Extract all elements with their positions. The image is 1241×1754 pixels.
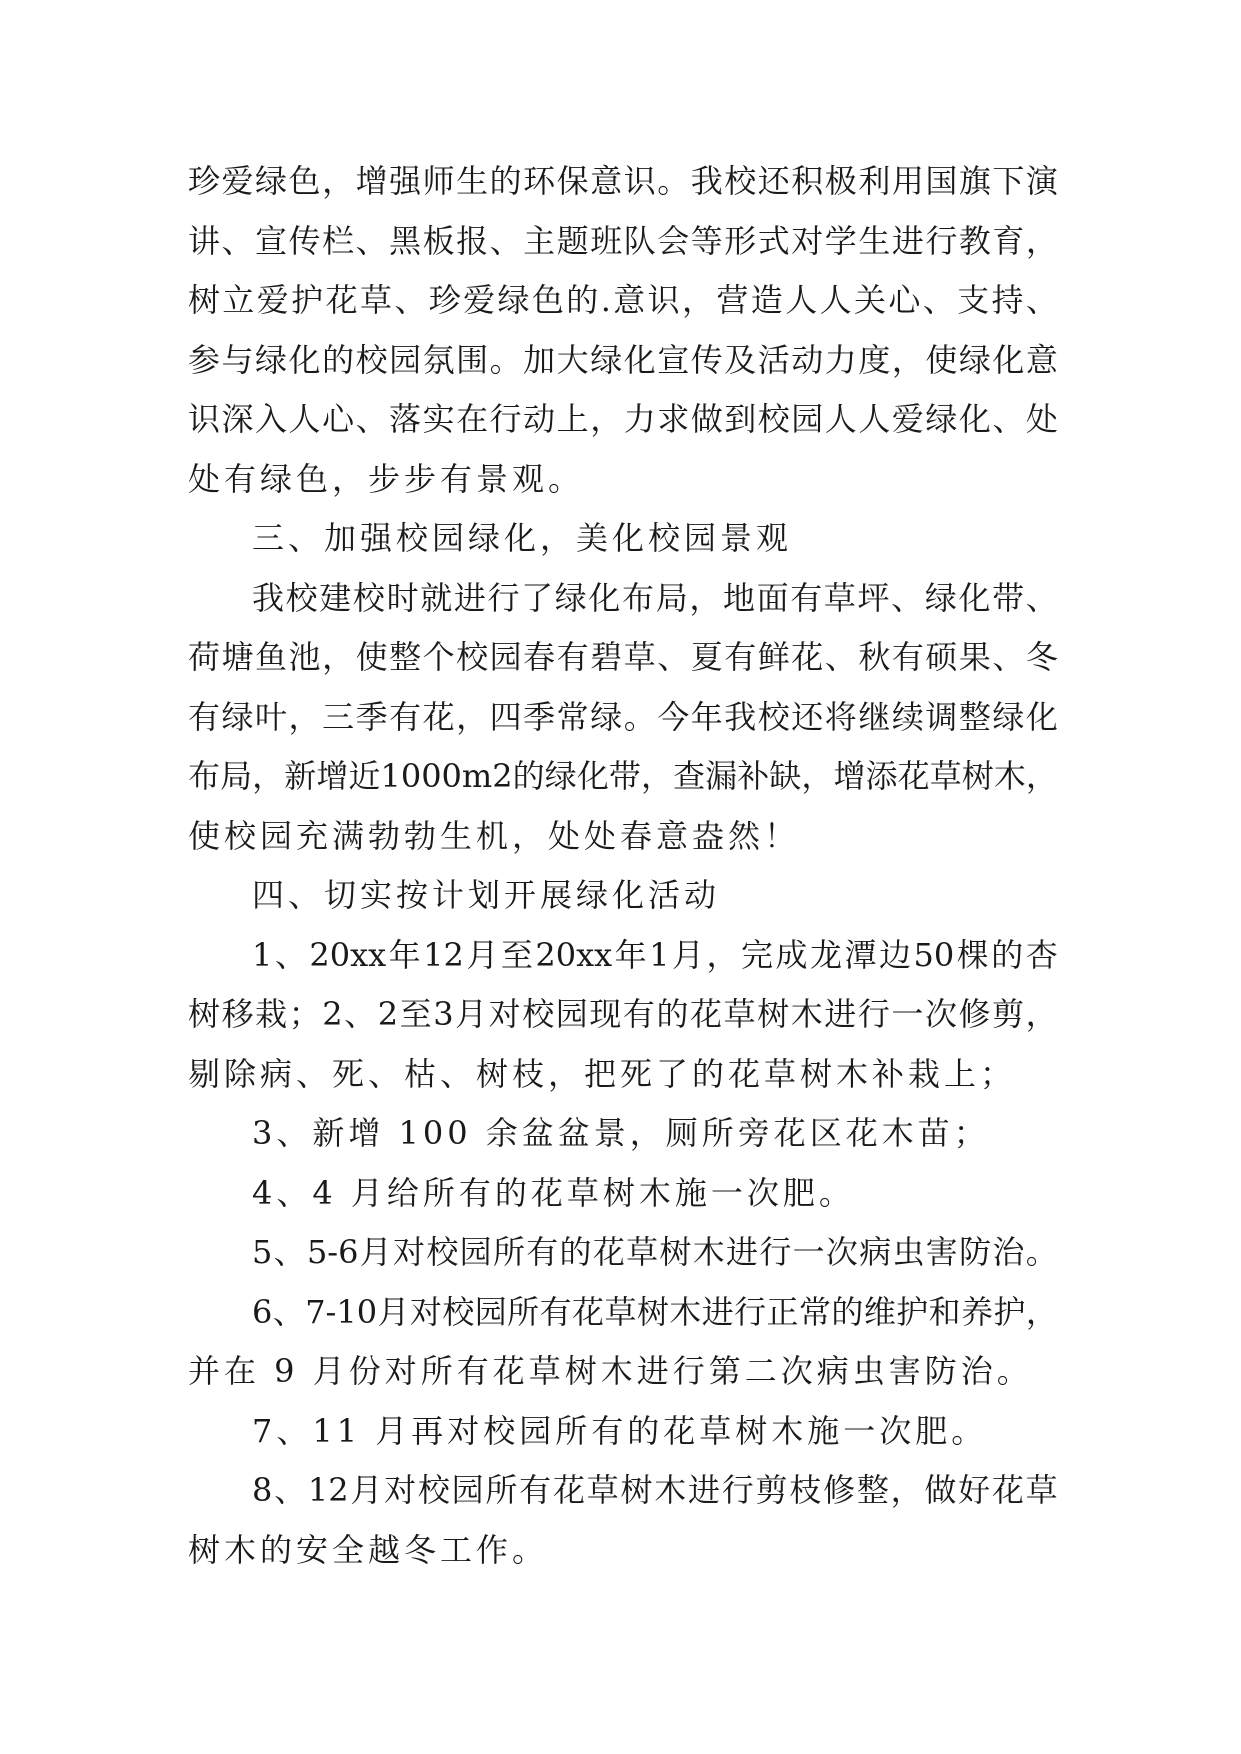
- text-line: 处有绿色，步步有景观。: [188, 459, 585, 498]
- text-line: 树 立 爱 护 花 草 、 珍 爱 绿 色 的 . 意 识 ， 营 造 人 人 关 心 、 支 持 、: [188, 281, 1058, 319]
- text-line: 1 、 20xx 年 12 月 至 20xx 年 1 月 ， 完 成 龙 潭 边 50 棵 的 杏: [252, 935, 1058, 974]
- text-line: 有 绿 叶 ， 三 季 有 花 ， 四 季 常 绿 。 今 年 我 校 还 将 继 续 调 整 绿 化: [188, 697, 1058, 736]
- text-line: 剔除病、死、枯、树枝，把死了的花草树木补栽上；: [188, 1054, 1017, 1093]
- document-body: [188, 152, 1058, 1580]
- text-line: 识 深 入 人 心 、 落 实 在 行 动 上 ， 力 求 做 到 校 园 人 人 爱 绿 化 、 处: [188, 400, 1058, 438]
- text-line: 荷 塘 鱼 池 ， 使 整 个 校 园 春 有 碧 草 、 夏 有 鲜 花 、 秋 有 硕 果 、 冬: [188, 638, 1058, 676]
- text-line: 6 、 7-10 月 对 校 园 所 有 花 草 树 木 进 行 正 常 的 维 护 和 养 护 ，: [252, 1292, 1058, 1331]
- text-line: 4、4 月给所有的花草树木施一次肥。: [252, 1173, 855, 1212]
- text-line: 参 与 绿 化 的 校 园 氛 围 。 加 大 绿 化 宣 传 及 活 动 力 度 ， 使 绿 化 意: [188, 340, 1058, 379]
- text-line: 8 、 12 月 对 校 园 所 有 花 草 树 木 进 行 剪 枝 修 整 ， 做 好 花 草: [252, 1471, 1058, 1509]
- text-line: 并在 9 月份对所有花草树木进行第二次病虫害防治。: [188, 1352, 1033, 1390]
- text-line: 布 局 ， 新 增 近 1000m2 的 绿 化 带 ， 查 漏 补 缺 ， 增 添 花 草 树 木 ，: [188, 757, 1058, 795]
- text-line: 5 、 5-6 月 对 校 园 所 有 的 花 草 树 木 进 行 一 次 病 虫 害 防 治 。: [252, 1233, 1058, 1271]
- text-line: 四、切实按计划开展绿化活动: [252, 876, 721, 914]
- text-line: 三、加强校园绿化，美化校园景观: [252, 519, 793, 557]
- text-line: 使校园充满勃勃生机，处处春意盎然！: [188, 816, 801, 855]
- text-line: 珍 爱 绿 色 ， 增 强 师 生 的 环 保 意 识 。 我 校 还 积 极 利 用 国 旗 下 演: [188, 162, 1058, 200]
- text-line: 3、新增 100 余盆盆景，厕所旁花区花木苗；: [252, 1114, 990, 1152]
- text-line: 树 移 栽 ； 2 、 2 至 3 月 对 校 园 现 有 的 花 草 树 木 进 行 一 次 修 剪 ，: [188, 995, 1058, 1033]
- text-line: 树木的安全越冬工作。: [188, 1530, 549, 1569]
- text-line: 我 校 建 校 时 就 进 行 了 绿 化 布 局 ， 地 面 有 草 坪 、 绿 化 带 、: [252, 578, 1058, 617]
- text-line: 7、11 月再对校园所有的花草树木施一次肥。: [252, 1411, 988, 1450]
- text-line: 讲 、 宣 传 栏 、 黑 板 报 、 主 题 班 队 会 等 形 式 对 学 生 进 行 教 育 ，: [188, 221, 1058, 260]
